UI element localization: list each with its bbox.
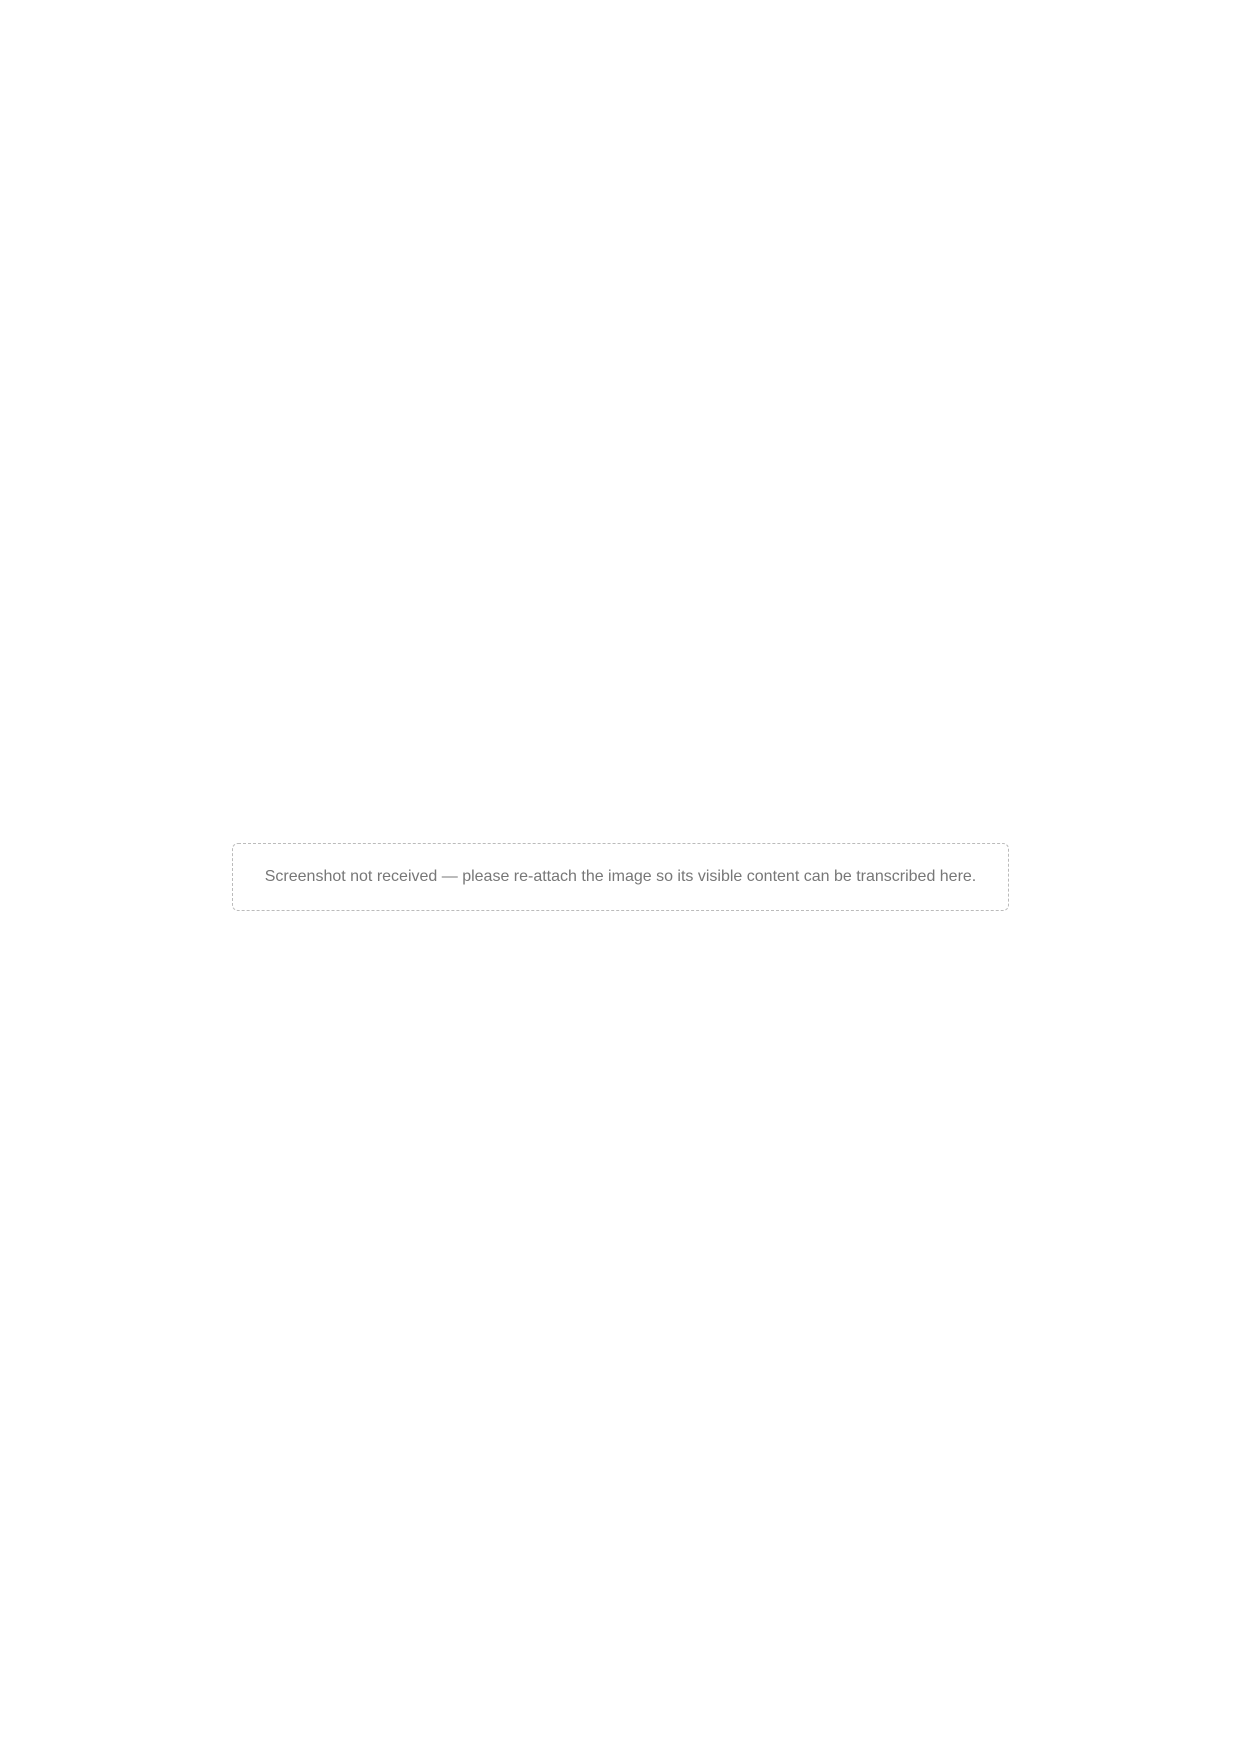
- missing-screenshot-notice: Screenshot not received — please re-attach the image so its visible content can be transcribed here.: [232, 843, 1010, 911]
